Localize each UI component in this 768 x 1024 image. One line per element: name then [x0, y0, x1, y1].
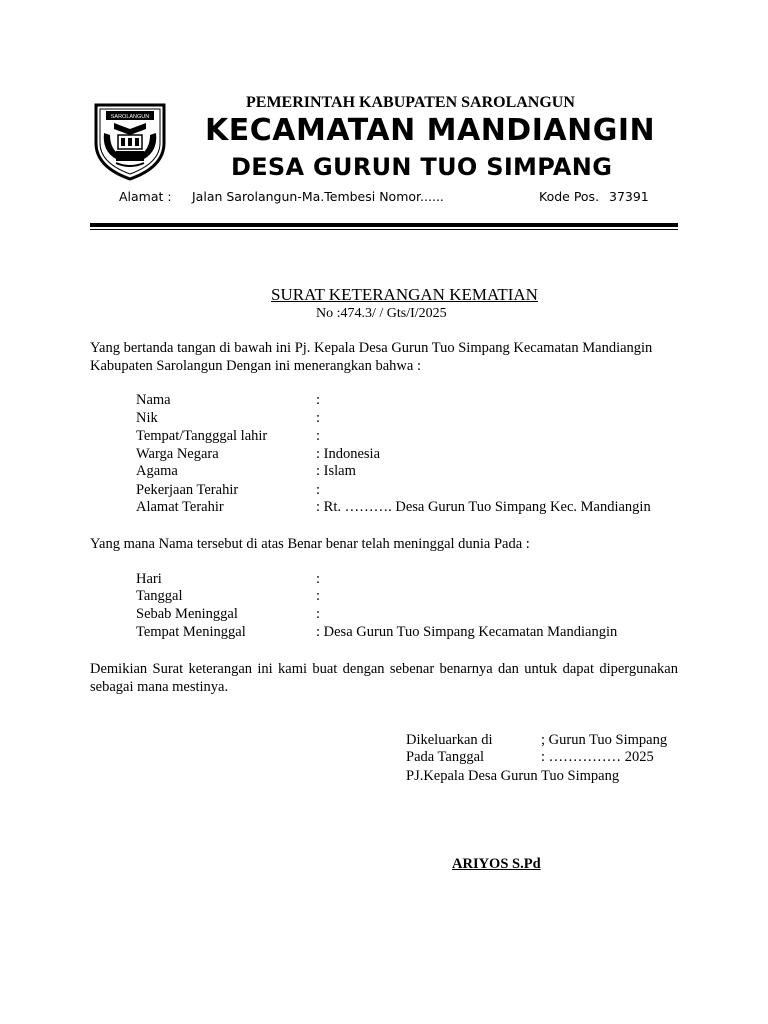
field-label-birth: Tempat/Tangggal lahir — [136, 428, 268, 444]
address-value: Jalan Sarolangun-Ma.Tembesi Nomor...... — [192, 189, 444, 204]
svg-text:SAROLANGUN: SAROLANGUN — [110, 114, 150, 120]
signatory-name: ARIYOS S.Pd — [452, 856, 541, 872]
field-value-date: : — [316, 588, 321, 604]
date-label: Pada Tanggal — [406, 749, 485, 765]
intro-paragraph: Yang bertanda tangan di bawah ini Pj. Kepala Desa Gurun Tuo Simpang Kecamatan Mandiangin Kabupaten Sarolangun Dengan ini menerangkan bahwa : — [90, 340, 653, 374]
signatory-position: PJ.Kepala Desa Gurun Tuo Simpang — [406, 768, 620, 784]
letterhead-thick-rule — [90, 223, 678, 227]
issued-label: Dikeluarkan di — [406, 732, 493, 748]
field-value-nationality: : Indonesia — [316, 446, 381, 462]
field-label-religion: Agama — [136, 463, 178, 479]
field-value-day: : — [316, 571, 321, 587]
field-label-date: Tanggal — [136, 588, 183, 604]
village-name: DESA GURUN TUO SIMPANG — [231, 153, 613, 181]
field-value-nama: : — [316, 392, 321, 408]
field-label-nik: Nik — [136, 410, 158, 426]
field-value-religion: : Islam — [316, 463, 356, 479]
document-title: SURAT KETERANGAN KEMATIAN — [271, 285, 538, 304]
regency-emblem-icon — [92, 99, 168, 181]
address-label: Alamat : — [119, 189, 172, 204]
postal-label: Kode Pos. — [539, 189, 600, 204]
field-value-nik: : — [316, 410, 321, 426]
field-value-place: : Desa Gurun Tuo Simpang Kecamatan Mandiangin — [316, 624, 618, 640]
field-label-nama: Nama — [136, 392, 171, 408]
field-value-address: : Rt. ………. Desa Gurun Tuo Simpang Kec. Mandiangin — [316, 499, 651, 515]
field-label-nationality: Warga Negara — [136, 446, 219, 462]
field-label-address: Alamat Terahir — [136, 499, 224, 515]
postal-code: 37391 — [609, 189, 649, 204]
field-label-occupation: Pekerjaan Terahir — [136, 482, 239, 498]
field-value-occupation: : — [316, 482, 321, 498]
letterhead-thin-rule — [90, 229, 678, 230]
issued-value: ; Gurun Tuo Simpang — [541, 732, 668, 748]
field-label-day: Hari — [136, 571, 162, 587]
date-value: : …………… 2025 — [541, 749, 654, 765]
closing-paragraph: Demikian Surat keterangan ini kami buat dengan sebenar benarnya dan untuk dapat dipergunakan sebagai mana mestinya. — [90, 661, 678, 695]
field-label-cause: Sebab Meninggal — [136, 606, 238, 622]
field-value-birth: : — [316, 428, 321, 444]
government-name: PEMERINTAH KABUPATEN SAROLANGUN — [246, 94, 575, 111]
field-value-cause: : — [316, 606, 321, 622]
document-number: No :474.3/ / Gts/I/2025 — [316, 306, 447, 321]
field-label-place: Tempat Meninggal — [136, 624, 246, 640]
district-name: KECAMATAN MANDIANGIN — [205, 113, 656, 148]
statement-paragraph: Yang mana Nama tersebut di atas Benar benar telah meninggal dunia Pada : — [90, 536, 530, 552]
